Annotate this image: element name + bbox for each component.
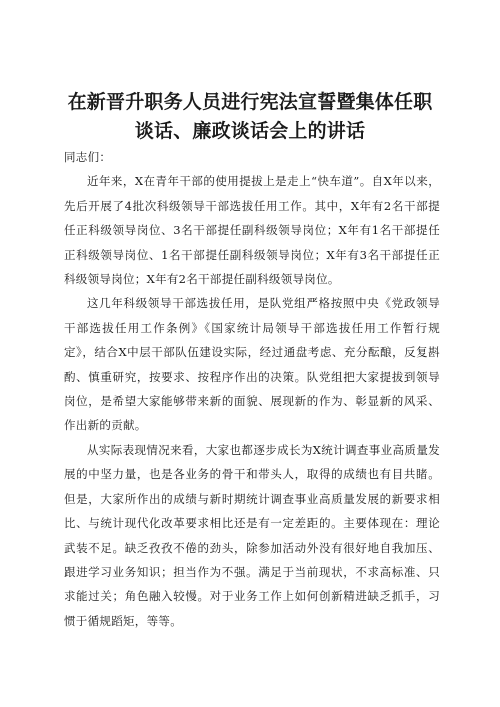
salutation: 同志们： — [64, 150, 112, 164]
paragraph-3: 从实际表现情况来看，大家也都逐步成长为X统计调查事业高质量发展的中坚力量，也是各业务的骨干和带头人，取得的成绩也有目共睹。但是，大家所作出的成绩与新时期统计调查事业高质量发展的新要求相比、与统计现代化改革要求相比还是有一定差距的。主要体现在：理论武装不足。缺乏孜孜不倦的劲头，除参加活动外没有很好地自我加压、跟进学习业务知识；担当作为不强。满足于当前现状，不求高标准、只求能过关；角色融入较慢。对于业务工作上如何创新精进缺乏抓手，习惯于循规蹈矩，等等。 — [64, 442, 440, 628]
paragraph-2: 这几年科级领导干部选拔任用，是队党组严格按照中央《党政领导干部选拔任用工作条例》《国家统计局领导干部选拔任用工作暂行规定》，结合X中层干部队伍建设实际，经过通盘考虑、充分酝酿，反复斟酌、慎重研究，按要求、按程序作出的决策。队党组把大家提拔到领导岗位，是希望大家能够带来新的面貌、展现新的作为、彰显新的风采、作出新的贡献。 — [64, 296, 440, 433]
paragraph-1: 近年来，X在青年干部的使用提拔上是走上“快车道”。自X年以来，先后开展了4批次科级领导干部选拔任用工作。其中，X年有2名干部提任正科级领导岗位、3名干部提任副科级领导岗位；X年有1名干部提任正科级领导岗位、1名干部提任副科级领导岗位；X年有3名干部提任正科级领导岗位；X年有2名干部提任副科级领导岗位。 — [64, 174, 440, 287]
document-title: 在新晋升职务人员进行宪法宣誓暨集体任职谈话、廉政谈话会上的讲话 — [67, 91, 433, 142]
document-body — [64, 145, 440, 633]
